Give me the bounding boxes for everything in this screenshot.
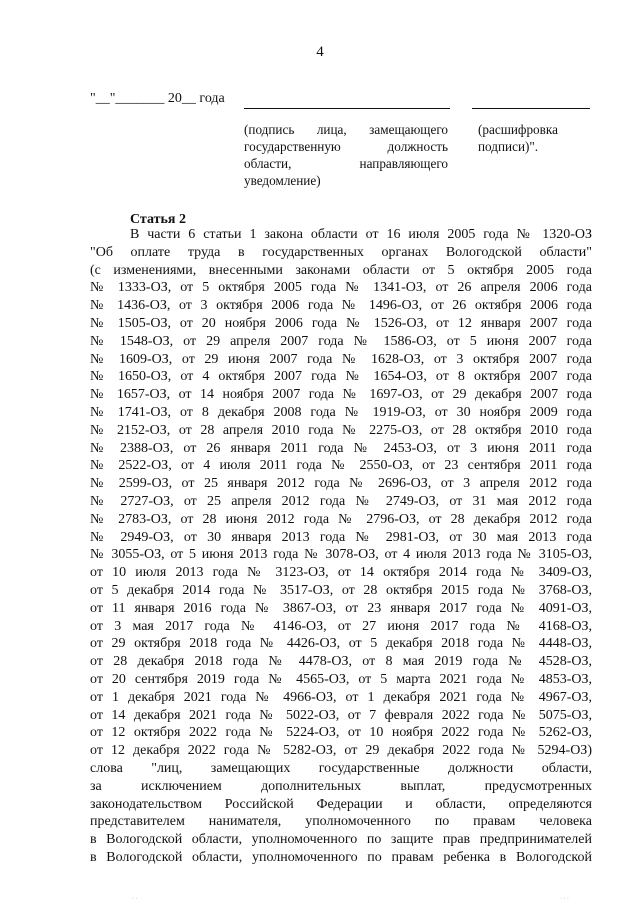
date-placeholder: "__"_______ 20__ года (90, 91, 225, 106)
page-number: 4 (316, 44, 324, 60)
article-line: № 2949-ОЗ, от 30 января 2013 года № 2981-ОЗ, от 30 мая 2013 года (90, 529, 592, 545)
signature-caption-line: области, направляющего (244, 156, 448, 171)
article-line: от 1 декабря 2021 года № 4966-ОЗ, от 1 декабря 2021 года № 4967-ОЗ, (90, 689, 592, 705)
article-line: от 5 декабря 2014 года № 3517-ОЗ, от 28 октября 2015 года № 3768-ОЗ, (90, 582, 592, 598)
signature-caption-line: (подпись лица, замещающего (244, 122, 448, 137)
article-line: представителем нанимателя, уполномоченного по правам человека (90, 814, 592, 830)
signature-line (244, 108, 450, 109)
article-line: в Вологодской области, уполномоченного по правам ребенка в Вологодской (90, 849, 592, 865)
article-line: № 2727-ОЗ, от 25 апреля 2012 года № 2749-ОЗ, от 31 мая 2012 года (90, 493, 592, 509)
article-line: от 29 октября 2018 года № 4426-ОЗ, от 5 декабря 2018 года № 4448-ОЗ, (90, 636, 592, 652)
article-line: № 1505-ОЗ, от 20 ноября 2006 года № 1526-ОЗ, от 12 января 2007 года (90, 315, 592, 331)
article-line: от 12 декабря 2022 года № 5282-ОЗ, от 29 декабря 2022 года № 5294-ОЗ) (90, 743, 592, 759)
article-line: от 11 января 2016 года № 3867-ОЗ, от 23 января 2017 года № 4091-ОЗ, (90, 600, 592, 616)
article-line: № 1650-ОЗ, от 4 октября 2007 года № 1654-ОЗ, от 8 октября 2007 года (90, 369, 592, 385)
article-line: от 14 декабря 2021 года № 5022-ОЗ, от 7 февраля 2022 года № 5075-ОЗ, (90, 707, 592, 723)
article-line: от 10 июля 2013 года № 3123-ОЗ, от 14 октября 2014 года № 3409-ОЗ, (90, 565, 592, 581)
article-line: № 2522-ОЗ, от 4 июля 2011 года № 2550-ОЗ, от 23 сентября 2011 года (90, 458, 592, 474)
article-line: В части 6 статьи 1 закона области от 16 июля 2005 года № 1320-ОЗ (130, 227, 592, 242)
article-line: № 1609-ОЗ, от 29 июня 2007 года № 1628-ОЗ, от 3 октября 2007 года (90, 351, 592, 367)
article-line: от 3 мая 2017 года № 4146-ОЗ, от 27 июня 2017 года № 4168-ОЗ, (90, 618, 592, 634)
article-line: (с изменениями, внесенными законами области от 5 октября 2005 года (90, 262, 592, 278)
article-line: № 3055-ОЗ, от 5 июня 2013 года № 3078-ОЗ, от 4 июля 2013 года № 3105-ОЗ, (90, 547, 592, 563)
article-line: от 12 октября 2022 года № 5224-ОЗ, от 10 ноября 2022 года № 5262-ОЗ, (90, 725, 592, 741)
article-line: за исключением дополнительных выплат, предусмотренных (90, 778, 592, 794)
signature-caption-line: государственную должность (244, 139, 448, 154)
footer-mark: · · (132, 896, 138, 902)
article-line: № 1436-ОЗ, от 3 октября 2006 года № 1496-ОЗ, от 26 октября 2006 года (90, 298, 592, 314)
decoding-caption-line: (расшифровка (478, 122, 558, 137)
article-line: слова "лиц, замещающих государственные должности области, (90, 760, 592, 776)
article-line: № 2783-ОЗ, от 28 июня 2012 года № 2796-ОЗ, от 28 декабря 2012 года (90, 511, 592, 527)
article-line: № 2152-ОЗ, от 28 апреля 2010 года № 2275-ОЗ, от 28 октября 2010 года (90, 422, 592, 438)
article-line: законодательством Российской Федерации и области, определяются (90, 796, 592, 812)
article-line: в Вологодской области, уполномоченного по защите прав предпринимателей (90, 832, 592, 848)
article-body (90, 226, 592, 867)
article-heading: Статья 2 (130, 212, 186, 227)
article-line: от 20 сентября 2019 года № 4565-ОЗ, от 5 марта 2021 года № 4853-ОЗ, (90, 671, 592, 687)
decoding-caption (478, 121, 598, 155)
article-line: "Об оплате труда в государственных органах Вологодской области" (90, 244, 592, 260)
article-line: № 2599-ОЗ, от 25 января 2012 года № 2696-ОЗ, от 3 апреля 2012 года (90, 476, 592, 492)
signature-caption (244, 121, 448, 189)
signature-caption-line: уведомление) (244, 173, 321, 188)
article-line: № 1333-ОЗ, от 5 октября 2005 года № 1341-ОЗ, от 26 апреля 2006 года (90, 280, 592, 296)
article-line: № 1741-ОЗ, от 8 декабря 2008 года № 1919-ОЗ, от 30 ноября 2009 года (90, 404, 592, 420)
article-line: № 2388-ОЗ, от 26 января 2011 года № 2453-ОЗ, от 3 июня 2011 года (90, 440, 592, 456)
decoding-caption-line: подписи)". (478, 139, 539, 154)
footer-mark: · · · (560, 896, 569, 902)
article-line: от 28 декабря 2018 года № 4478-ОЗ, от 8 мая 2019 года № 4528-ОЗ, (90, 654, 592, 670)
article-line: № 1548-ОЗ, от 29 апреля 2007 года № 1586-ОЗ, от 5 июня 2007 года (90, 333, 592, 349)
article-line: № 1657-ОЗ, от 14 ноября 2007 года № 1697-ОЗ, от 29 декабря 2007 года (90, 387, 592, 403)
decoding-line (472, 108, 590, 109)
